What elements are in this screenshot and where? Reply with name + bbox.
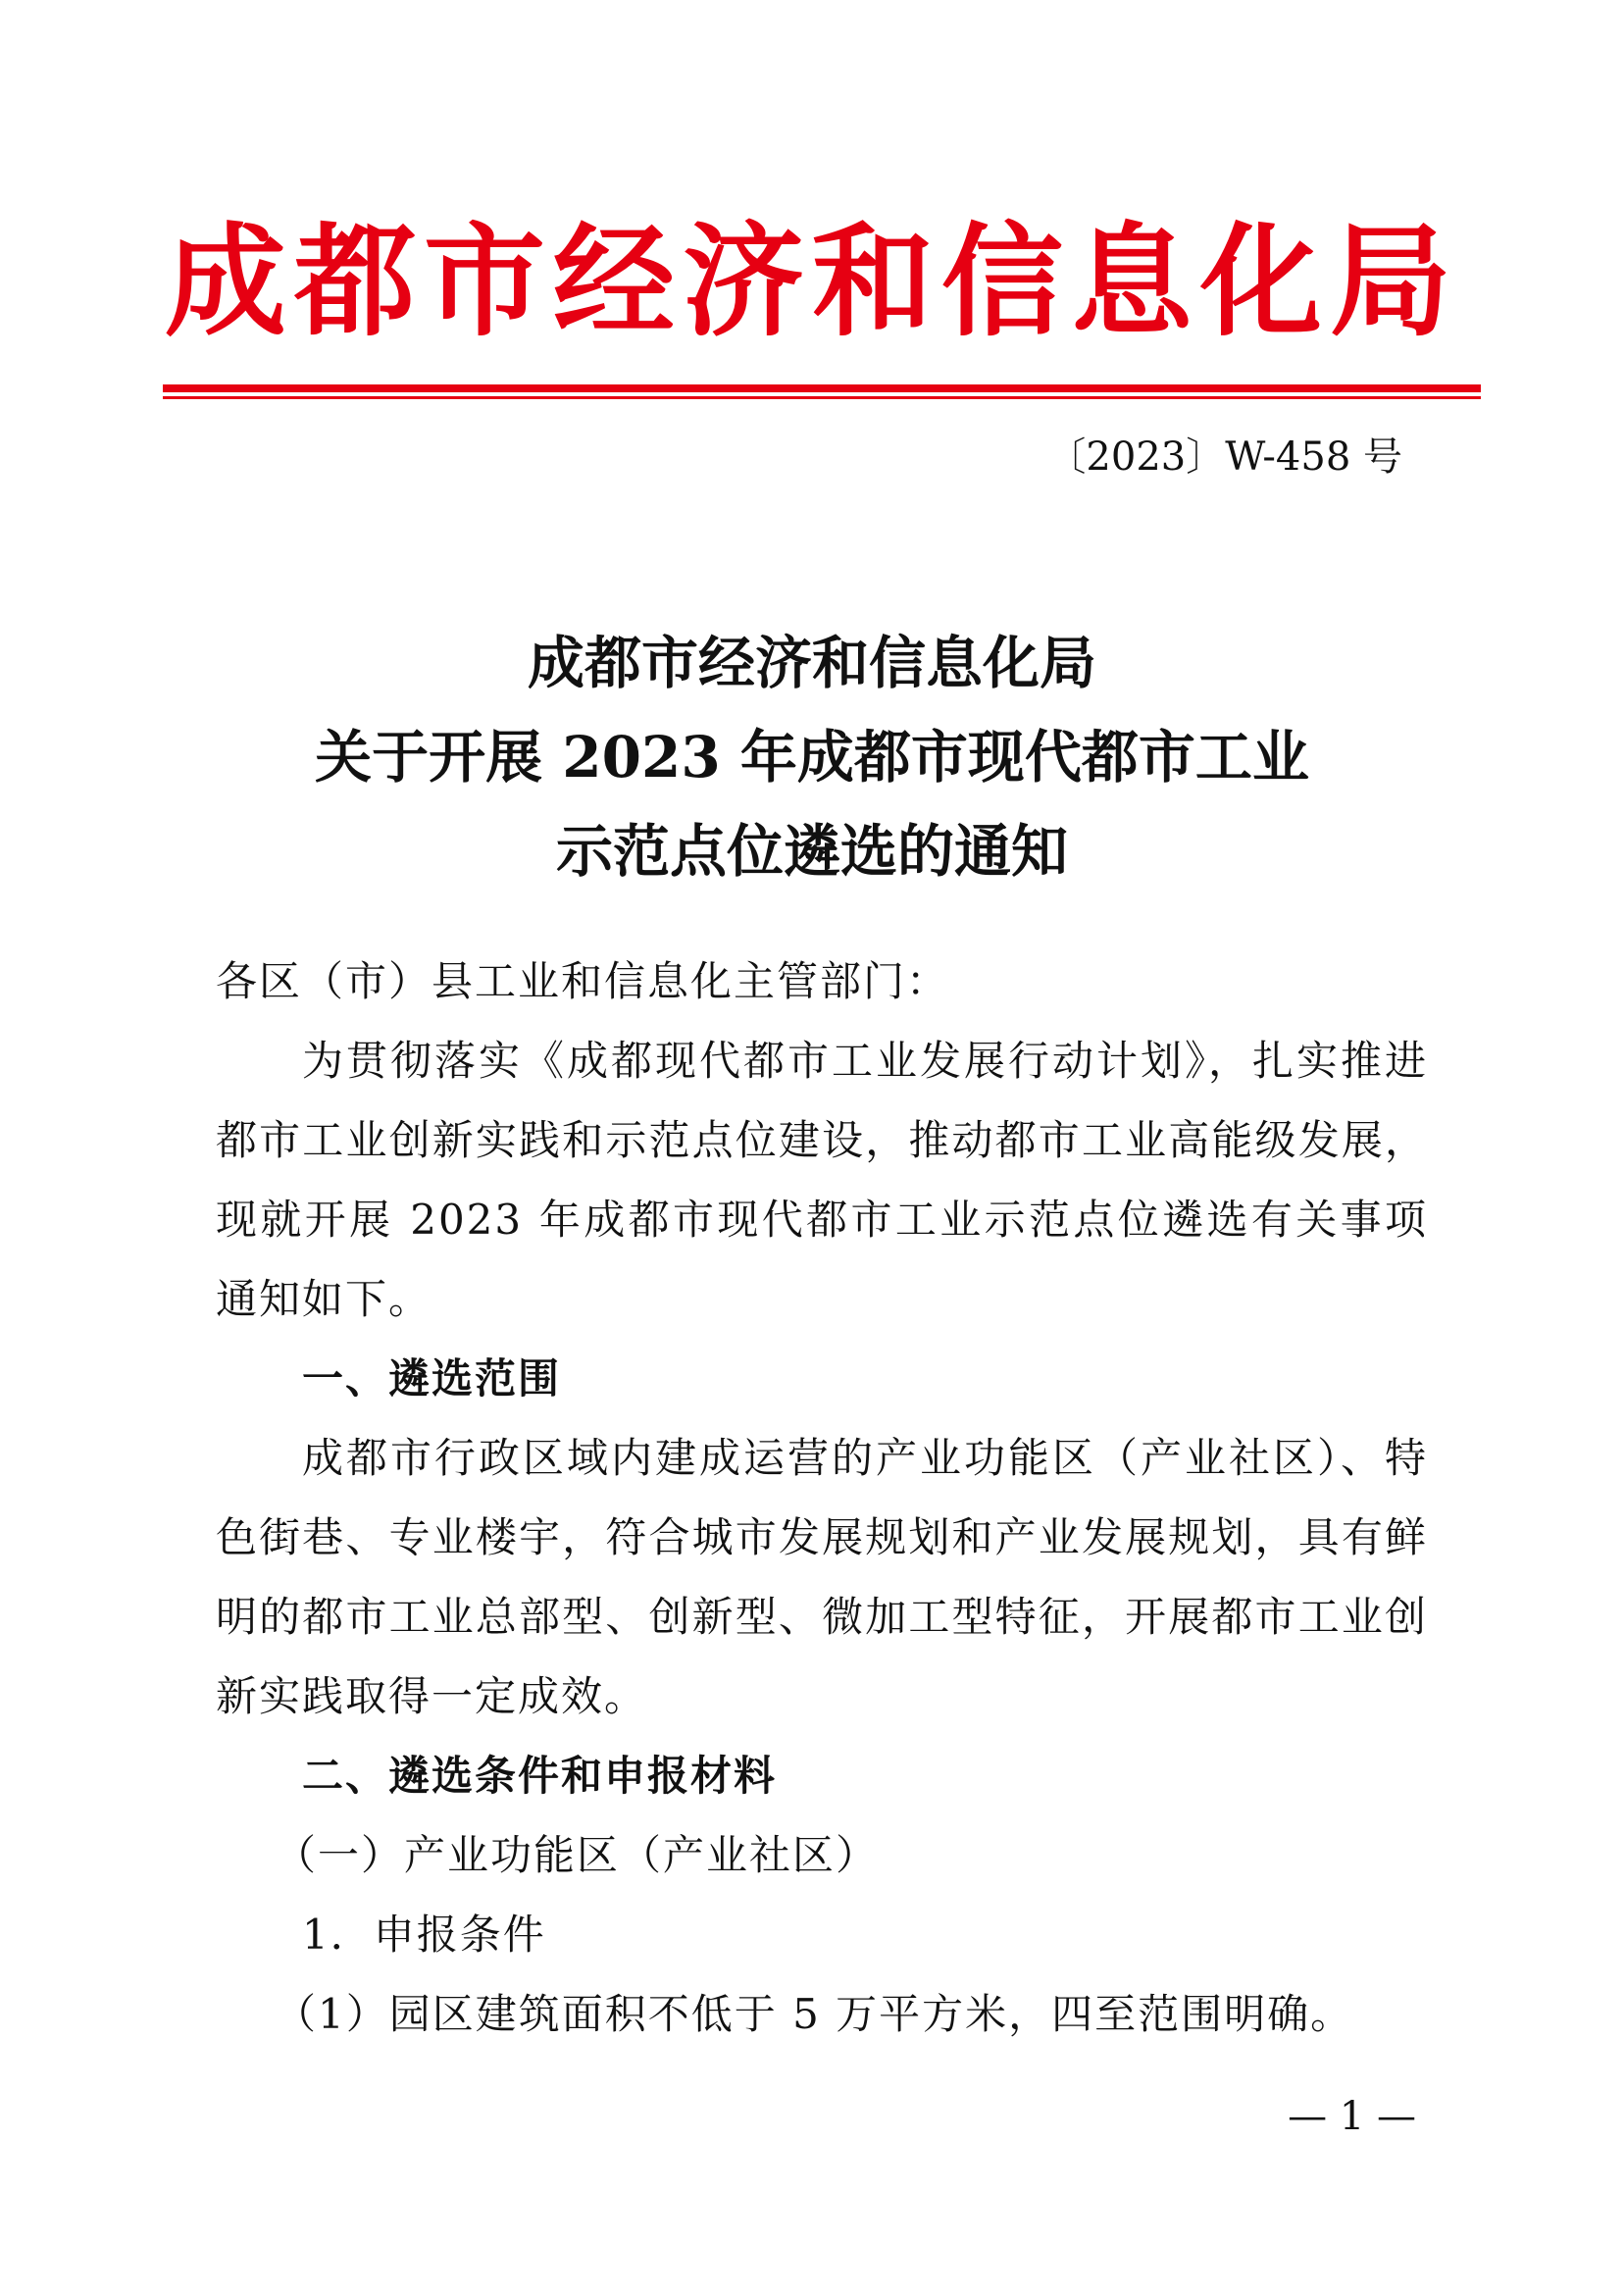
masthead-title: 成都市经济和信息化局 [164,212,1459,353]
section-2-item-1: 1．申报条件 [302,1911,546,1959]
page-number: — 1 — [1288,2094,1416,2139]
section-1-heading: 一、遴选范围 [302,1354,562,1402]
salutation: 各区（市）县工业和信息化主管部门： [216,957,950,1005]
document-title [0,616,1624,898]
title-line-3: 示范点位遴选的通知 [555,818,1068,885]
masthead-rule-thin [163,396,1481,399]
masthead-rule-thick [163,384,1481,392]
intro-paragraph: 为贯彻落实《成都现代都市工业发展行动计划》，扎实推进都市工业创新实践和示范点位建设，推动都市工业高能级发展，现就开展 2023 年成都市现代都市工业示范点位遴选有关事项通知如下。 [216,1037,1428,1323]
section-1-paragraph: 成都市行政区域内建成运营的产业功能区（产业社区）、特色街巷、专业楼宇，符合城市发展规划和产业发展规划，具有鲜明的都市工业总部型、创新型、微加工型特征，开展都市工业创新实践取得一定成效。 [216,1434,1428,1720]
section-2-item-1-1: （1）园区建筑面积不低于 5 万平方米，四至范围明确。 [275,1990,1354,2038]
title-line-2: 关于开展 2023 年成都市现代都市工业 [315,724,1309,790]
section-2-heading: 二、遴选条件和申报材料 [302,1752,778,1800]
document-number: 〔2023〕W-458 号 [1046,434,1402,480]
title-line-1: 成都市经济和信息化局 [527,630,1096,696]
document-body [216,942,1428,2054]
section-2-subheading: （一）产业功能区（产业社区） [275,1831,880,1879]
